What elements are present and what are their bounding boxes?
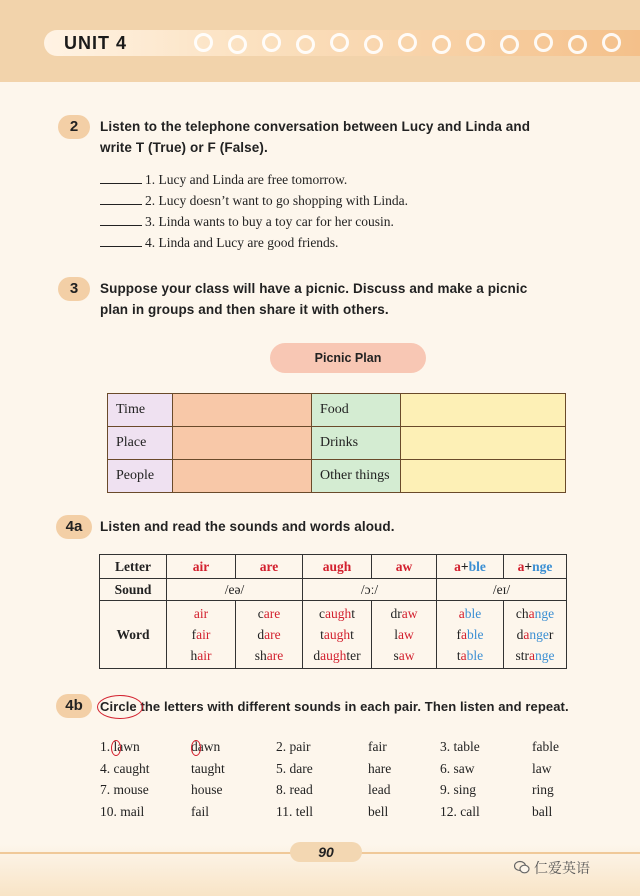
decorative-ring — [296, 35, 315, 54]
decorative-ring — [602, 33, 621, 52]
plan-row — [108, 427, 566, 460]
plan-label-drinks: Drinks — [312, 427, 401, 460]
example-word: care — [257, 606, 281, 621]
letter-pattern: aw — [372, 555, 437, 579]
pair-word: taught — [191, 760, 225, 776]
pair-word: 5. dare — [276, 760, 313, 776]
example-word: dare — [257, 627, 281, 642]
plan-label-other: Other things — [312, 460, 401, 493]
tf-item-text: 4. Linda and Lucy are good friends. — [145, 235, 339, 250]
wechat-icon — [514, 860, 530, 874]
example-word: taught — [320, 627, 354, 642]
plan-input-drinks[interactable] — [401, 427, 566, 460]
pair-word: 6. saw — [440, 760, 475, 776]
plan-label-time: Time — [108, 394, 173, 427]
answer-blank[interactable] — [100, 204, 142, 205]
plan-input-place[interactable] — [173, 427, 312, 460]
circle-example-mark — [111, 740, 121, 756]
section-2-instruction — [100, 116, 530, 158]
plan-label-place: Place — [108, 427, 173, 460]
example-word: strange — [515, 648, 555, 663]
word-cell — [437, 601, 504, 669]
phonetic-symbol: /ɔː/ — [303, 579, 437, 601]
letter-pattern: a+nge — [504, 555, 567, 579]
example-word: daughter — [313, 648, 361, 663]
example-word: air — [193, 606, 209, 621]
phonetic-symbol: /eə/ — [167, 579, 303, 601]
row-label-word: Word — [100, 601, 167, 669]
word-cell — [167, 601, 236, 669]
page-number: 90 — [290, 842, 362, 862]
decorative-ring — [228, 35, 247, 54]
tf-item-text: 1. Lucy and Linda are free tomorrow. — [145, 172, 348, 187]
row-label-letter: Letter — [100, 555, 167, 579]
circle-example-mark — [97, 695, 143, 719]
plan-label-people: People — [108, 460, 173, 493]
pair-word: 3. table — [440, 739, 480, 754]
plan-row — [108, 394, 566, 427]
watermark-text: 仁爱英语 — [534, 860, 590, 876]
plan-input-people[interactable] — [173, 460, 312, 493]
pair-word: lead — [368, 782, 391, 797]
plan-row — [108, 460, 566, 493]
pair-word: fair — [368, 739, 387, 754]
section-3-instruction-line: Suppose your class will have a picnic. Discuss and make a picnic — [100, 281, 528, 296]
section-2-instruction-line: write T (True) or F (False). — [100, 140, 268, 155]
sounds-table — [99, 554, 567, 669]
example-word: hair — [190, 648, 212, 663]
plan-input-other[interactable] — [401, 460, 566, 493]
decorative-ring — [534, 33, 553, 52]
decorative-rings — [190, 30, 640, 56]
pair-word: fail — [191, 803, 209, 819]
letter-row — [100, 555, 567, 579]
section-3-number: 3 — [58, 277, 90, 301]
example-word: caught — [318, 606, 355, 621]
section-4b-instruction: Circle the letters with different sounds in each pair. Then listen and repeat. — [100, 699, 569, 714]
pair-word: law — [532, 760, 552, 776]
example-word: danger — [516, 627, 554, 642]
tf-item-text: 3. Linda wants to buy a toy car for her cousin. — [145, 214, 394, 229]
letter-pattern: augh — [303, 555, 372, 579]
word-row — [100, 601, 567, 669]
pair-word: 9. sing — [440, 782, 477, 797]
unit-title: UNIT 4 — [64, 33, 128, 53]
example-word: fable — [456, 627, 484, 642]
picnic-plan-table — [107, 393, 566, 493]
pair-word: 11. tell — [276, 803, 313, 819]
example-word: share — [254, 648, 284, 663]
example-word: table — [456, 648, 484, 663]
decorative-ring — [568, 35, 587, 54]
tf-item-text: 2. Lucy doesn’t want to go shopping with Linda. — [145, 193, 408, 208]
example-word: change — [515, 606, 555, 621]
section-2-number: 2 — [58, 115, 90, 139]
section-3-instruction — [100, 278, 527, 320]
pair-word: dawn — [191, 739, 221, 754]
answer-blank[interactable] — [100, 183, 142, 184]
circle-example-mark — [191, 740, 201, 756]
section-4b-number: 4b — [56, 694, 92, 718]
word-cell — [504, 601, 567, 669]
decorative-ring — [330, 33, 349, 52]
plan-label-food: Food — [312, 394, 401, 427]
pair-word: house — [191, 782, 223, 797]
letter-pattern: air — [167, 555, 236, 579]
section-3-instruction-line: plan in groups and then share it with others. — [100, 302, 389, 317]
pair-word: 4. caught — [100, 760, 150, 776]
pair-word: 10. mail — [100, 803, 145, 819]
decorative-ring — [262, 33, 281, 52]
decorative-ring — [500, 35, 519, 54]
section-2-instruction-line: Listen to the telephone conversation between Lucy and Linda and — [100, 119, 531, 134]
pair-word: 12. call — [440, 803, 480, 819]
decorative-ring — [466, 33, 485, 52]
tf-item — [100, 193, 408, 209]
pair-word: 2. pair — [276, 739, 311, 754]
picnic-plan-title: Picnic Plan — [270, 343, 426, 373]
word-cell — [236, 601, 303, 669]
tf-item — [100, 235, 338, 251]
pair-word: 8. read — [276, 782, 313, 797]
decorative-ring — [364, 35, 383, 54]
plan-input-food[interactable] — [401, 394, 566, 427]
example-word: law — [394, 627, 414, 642]
example-word: draw — [390, 606, 418, 621]
pair-word: fable — [532, 739, 559, 754]
word-cell — [303, 601, 372, 669]
answer-blank[interactable] — [100, 225, 142, 226]
pair-word: bell — [368, 803, 389, 819]
letter-pattern: are — [236, 555, 303, 579]
pair-word: 7. mouse — [100, 782, 149, 797]
decorative-ring — [432, 35, 451, 54]
row-label-sound: Sound — [100, 579, 167, 601]
pair-word: 1. lawn — [100, 739, 140, 754]
sound-row — [100, 579, 567, 601]
tf-item — [100, 214, 394, 230]
answer-blank[interactable] — [100, 246, 142, 247]
pair-word: hare — [368, 760, 392, 776]
example-word: fair — [191, 627, 211, 642]
example-word: able — [458, 606, 482, 621]
tf-item — [100, 172, 347, 188]
letter-pattern: a+ble — [437, 555, 504, 579]
section-4a-number: 4a — [56, 515, 92, 539]
pair-word: ring — [532, 782, 554, 797]
plan-input-time[interactable] — [173, 394, 312, 427]
example-word: saw — [393, 648, 415, 663]
unit-header — [0, 0, 640, 82]
pair-word: ball — [532, 803, 553, 819]
decorative-ring — [194, 33, 213, 52]
word-cell — [372, 601, 437, 669]
decorative-ring — [398, 33, 417, 52]
phonetic-symbol: /eɪ/ — [437, 579, 567, 601]
section-4a-instruction: Listen and read the sounds and words aloud. — [100, 519, 395, 534]
